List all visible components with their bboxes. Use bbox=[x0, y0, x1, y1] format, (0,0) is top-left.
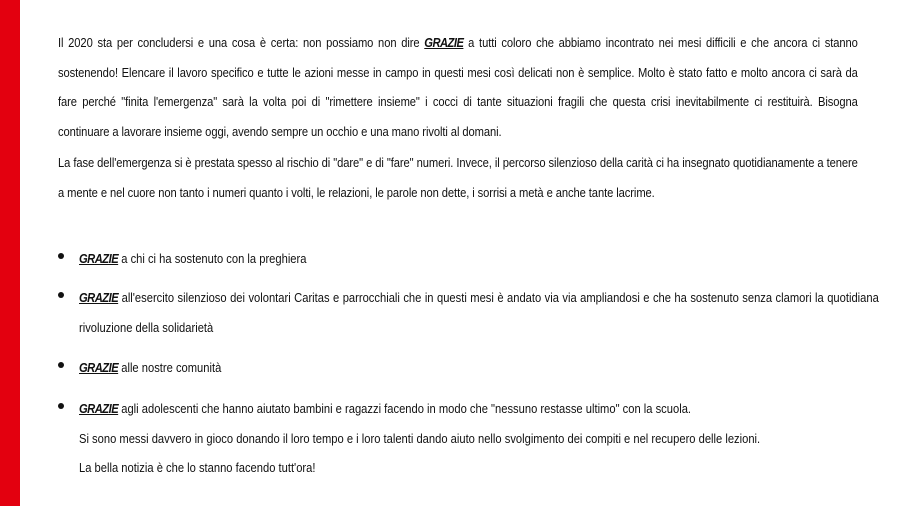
bullet-text-line2: Si sono messi davvero in gioco donando il loro tempo e i loro talenti dando aiuto nello svolgimento dei compiti e nel recupero delle lezioni. bbox=[79, 430, 761, 446]
bullet-dot bbox=[58, 253, 64, 259]
grazie-highlight: GRAZIE bbox=[424, 35, 464, 50]
bullet-dot bbox=[58, 403, 64, 409]
grazie-highlight: GRAZIE bbox=[79, 401, 119, 416]
emergency-paragraph: La fase dell'emergenza si è prestata spesso al rischio di "dare" e di "fare" numeri. Invece, il percorso silenzioso della carità ci ha insegnato quotidianamente a tenere a mente e nel cuore non tanto i numeri quanto i volti, le relazioni, le parole non dette, i sorrisi a metà e anche tante lacrime. bbox=[58, 155, 858, 200]
bullet-dot bbox=[58, 362, 64, 368]
bullet-text: a chi ci ha sostenuto con la preghiera bbox=[118, 251, 307, 266]
accent-bar bbox=[0, 0, 20, 506]
bullet-text: alle nostre comunità bbox=[118, 360, 222, 375]
bullet-text: all'esercito silenzioso dei volontari Caritas e parrocchiali che in questi mesi è andato via via ampliandosi e che ha sostenuto senza clamori la quotidiana rivoluzione della solidarietà bbox=[79, 290, 879, 335]
grazie-highlight: GRAZIE bbox=[79, 360, 119, 375]
grazie-highlight: GRAZIE bbox=[79, 251, 119, 266]
grazie-highlight: GRAZIE bbox=[79, 290, 119, 305]
bullet-text-line3: La bella notizia è che lo stanno facendo tutt'ora! bbox=[79, 460, 316, 475]
bullet-text: agli adolescenti che hanno aiutato bambini e ragazzi facendo in modo che "nessuno restasse ultimo" con la scuola. bbox=[118, 401, 692, 416]
letter-body bbox=[58, 28, 858, 209]
bullet-dot bbox=[58, 292, 64, 298]
intro-text-before: Il 2020 sta per concludersi e una cosa è certa: non possiamo non dire bbox=[58, 35, 425, 50]
intro-text-after: a tutti coloro che abbiamo incontrato nei mesi difficili e che ancora ci stanno sostenendo! Elencare il lavoro specifico e tutte le azioni messe in campo in questi mesi così delicati non è semplice. Molto è stato fatto e molto ancora ci sarà da fare perché "finita l'emergenza" sarà la volta poi di "rimettere insieme" i cocci di tante situazioni fragili che questa crisi inevitabilmente ci restituirà. Bisogna continuare a lavorare insieme oggi, avendo sempre un occhio e una mano rivolti al domani. bbox=[58, 35, 858, 139]
intro-paragraph bbox=[58, 28, 858, 146]
